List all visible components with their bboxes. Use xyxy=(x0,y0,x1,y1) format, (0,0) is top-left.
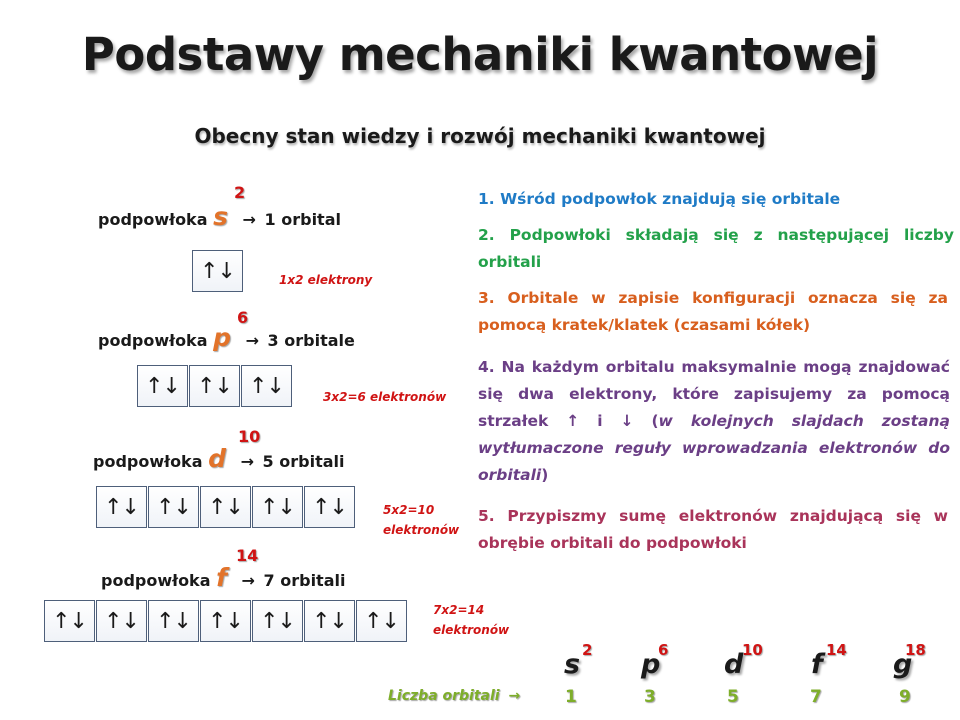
note-5: 5. Przypiszmy sumę elektronów znajdującą się w obrębie orbitali do podpowłoki xyxy=(478,507,948,552)
orbital-box: ↑↓ xyxy=(304,486,355,528)
summary-electrons-p: 6 xyxy=(658,641,669,659)
orbital-box: ↑↓ xyxy=(44,600,95,642)
subshell-f-label xyxy=(101,563,345,592)
electron-count-d xyxy=(383,500,459,540)
summary-letter-s: s xyxy=(564,649,581,680)
right-arrow-icon: → xyxy=(508,688,521,704)
orbital-count-label xyxy=(388,688,520,704)
subshell-letter-p: p xyxy=(213,323,231,352)
summary-orbitals-f: 7 xyxy=(810,687,822,707)
note-4-close: ) xyxy=(541,466,549,484)
summary-electrons-f: 14 xyxy=(826,641,847,659)
subshell-s-label xyxy=(98,202,341,231)
subshell-prefix: podpowłoka xyxy=(98,331,208,350)
orbital-count-label-text: Liczba orbitali xyxy=(388,688,500,704)
page-title: Podstawy mechaniki kwantowej xyxy=(81,28,879,81)
subshell-description: 1 orbital xyxy=(264,210,341,229)
subshell-prefix: podpowłoka xyxy=(101,571,211,590)
orbital-box: ↑↓ xyxy=(96,486,147,528)
orbital-box: ↑↓ xyxy=(96,600,147,642)
orbital-box: ↑↓ xyxy=(189,365,240,407)
orbital-box: ↑↓ xyxy=(137,365,188,407)
subshell-prefix: podpowłoka xyxy=(93,452,203,471)
summary-letter-f: f xyxy=(811,649,823,680)
electron-count-f xyxy=(433,600,509,640)
electron-count-f-line2: elektronów xyxy=(433,623,510,637)
f-superscript: 14 xyxy=(236,546,259,565)
orbital-boxes-p xyxy=(137,365,293,407)
orbital-box: ↑↓ xyxy=(192,250,243,292)
orbital-box: ↑↓ xyxy=(200,486,251,528)
summary-orbitals-p: 3 xyxy=(644,687,656,707)
orbital-boxes-s xyxy=(192,250,244,292)
subshell-description: 3 orbitale xyxy=(267,331,355,350)
subshell-description: 7 orbitali xyxy=(263,571,346,590)
orbital-boxes-f xyxy=(44,600,408,642)
orbital-box: ↑↓ xyxy=(241,365,292,407)
orbital-box: ↑↓ xyxy=(252,600,303,642)
electron-count-f-line1: 7x2=14 xyxy=(433,603,485,617)
electron-count-s: 1x2 elektrony xyxy=(279,273,373,287)
orbital-box: ↑↓ xyxy=(200,600,251,642)
note-4-italic: w kolejnych slajdach zostaną wytłumaczone reguły wprowadzania elektronów do orbitali xyxy=(478,412,950,484)
summary-orbitals-d: 5 xyxy=(727,687,739,707)
orbital-box: ↑↓ xyxy=(356,600,407,642)
right-arrow-icon: → xyxy=(242,210,256,229)
orbital-box: ↑↓ xyxy=(252,486,303,528)
orbital-box: ↑↓ xyxy=(304,600,355,642)
s-superscript: 2 xyxy=(234,183,246,202)
electron-count-p: 3x2=6 elektronów xyxy=(323,390,447,404)
note-4-text: 4. Na każdym orbitalu maksymalnie mogą znajdować się dwa elektrony, które zapisujemy za pomocą strzałek ↑ i ↓ ( xyxy=(478,358,950,430)
orbital-box: ↑↓ xyxy=(148,600,199,642)
right-arrow-icon: → xyxy=(245,331,259,350)
summary-orbitals-s: 1 xyxy=(565,687,577,707)
summary-electrons-d: 10 xyxy=(742,641,763,659)
p-superscript: 6 xyxy=(237,308,249,327)
subshell-prefix: podpowłoka xyxy=(98,210,208,229)
electron-count-d-line1: 5x2=10 xyxy=(383,503,435,517)
subshell-letter-f: f xyxy=(216,563,227,592)
right-arrow-icon: → xyxy=(240,452,254,471)
d-superscript: 10 xyxy=(238,427,261,446)
summary-orbitals-g: 9 xyxy=(899,687,911,707)
note-2: 2. Podpowłoki składają się z następującej liczby orbitali xyxy=(478,226,954,271)
summary-electrons-g: 18 xyxy=(905,641,926,659)
note-4 xyxy=(478,354,950,489)
summary-letter-g: g xyxy=(893,649,913,680)
page-subtitle: Obecny stan wiedzy i rozwój mechaniki kwantowej xyxy=(194,124,766,148)
electron-count-d-line2: elektronów xyxy=(383,523,460,537)
orbital-box: ↑↓ xyxy=(148,486,199,528)
note-1: 1. Wśród podpowłok znajdują się orbitale xyxy=(478,190,841,208)
subshell-description: 5 orbitali xyxy=(262,452,345,471)
right-arrow-icon: → xyxy=(241,571,255,590)
subshell-letter-s: s xyxy=(213,202,228,231)
subshell-letter-d: d xyxy=(208,444,226,473)
subshell-d-label xyxy=(93,444,344,473)
orbital-boxes-d xyxy=(96,486,356,528)
subshell-p-label xyxy=(98,323,355,352)
summary-letter-p: p xyxy=(641,649,661,680)
summary-electrons-s: 2 xyxy=(582,641,593,659)
summary-letter-d: d xyxy=(724,649,744,680)
note-3: 3. Orbitale w zapisie konfiguracji oznacza się za pomocą kratek/klatek (czasami kółek) xyxy=(478,289,948,334)
